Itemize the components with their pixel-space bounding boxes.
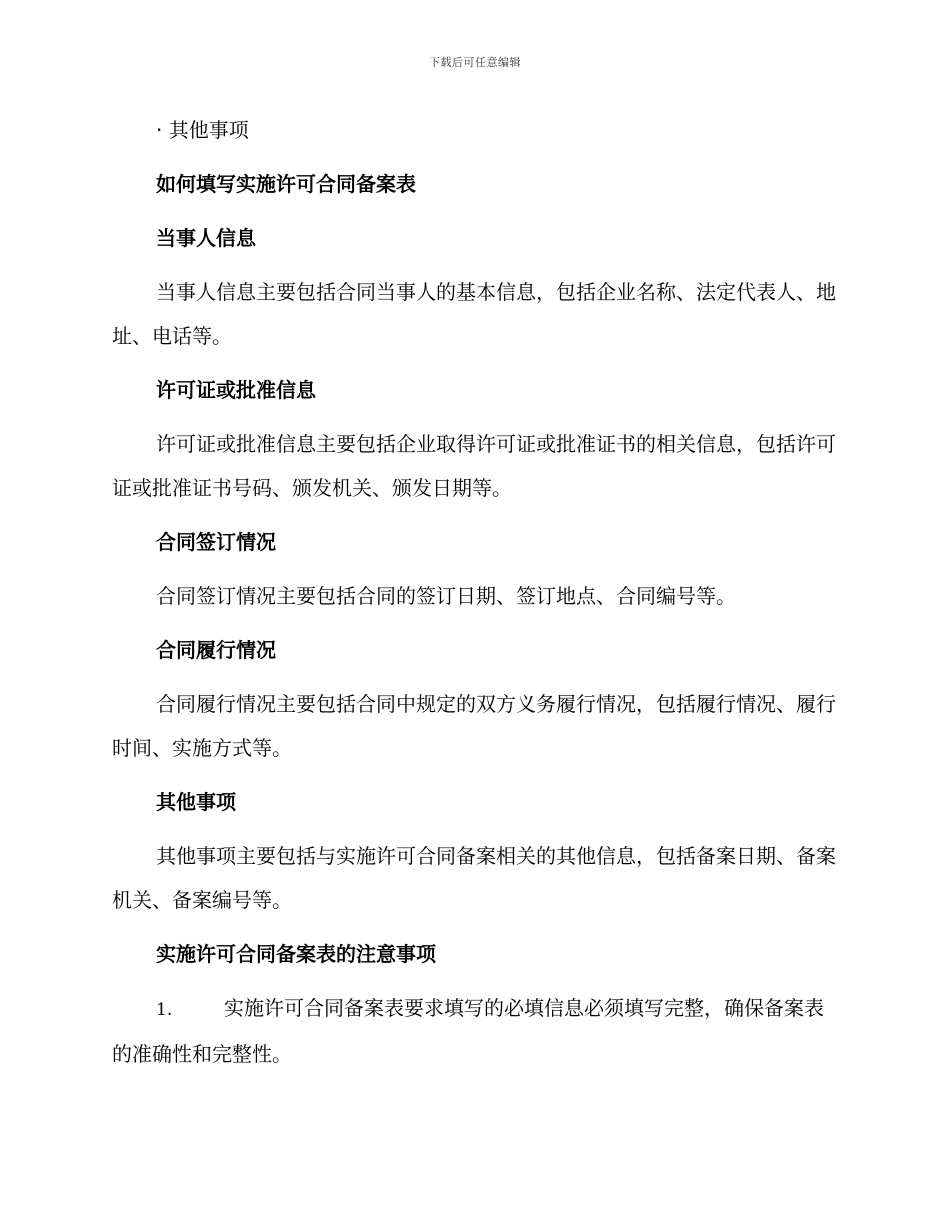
heading-notes: 实施许可合同备案表的注意事项 <box>156 942 436 966</box>
paragraph-license: 许可证或批准信息主要包括企业取得许可证或批准证书的相关信息，包括许可证或批准证书号码、颁发机关、颁发日期等。 <box>112 432 836 500</box>
heading-license: 许可证或批准信息 <box>156 378 316 402</box>
numbered-item-1 <box>112 986 838 1076</box>
item-text: 实施许可合同备案表要求填写的必填信息必须填写完整，确保备案表的准确性和完整性。 <box>112 996 824 1066</box>
document-body <box>112 108 838 1076</box>
paragraph-other: 其他事项主要包括与实施许可合同备案相关的其他信息，包括备案日期、备案机关、备案编号等。 <box>112 844 836 912</box>
paragraph-performance: 合同履行情况主要包括合同中规定的双方义务履行情况，包括履行情况、履行时间、实施方式等。 <box>112 692 836 760</box>
bullet-other-items: · 其他事项 <box>156 118 249 142</box>
paragraph-parties: 当事人信息主要包括合同当事人的基本信息，包括企业名称、法定代表人、地址、电话等。 <box>112 280 836 348</box>
item-number: 1. <box>156 1000 173 1020</box>
heading-parties: 当事人信息 <box>156 226 256 250</box>
paragraph-signing: 合同签订情况主要包括合同的签订日期、签订地点、合同编号等。 <box>156 584 736 608</box>
heading-performance: 合同履行情况 <box>156 638 276 662</box>
heading-fill-form: 如何填写实施许可合同备案表 <box>156 172 416 196</box>
heading-signing: 合同签订情况 <box>156 530 276 554</box>
page-header: 下载后可任意编辑 <box>429 56 521 69</box>
heading-other: 其他事项 <box>156 790 236 814</box>
